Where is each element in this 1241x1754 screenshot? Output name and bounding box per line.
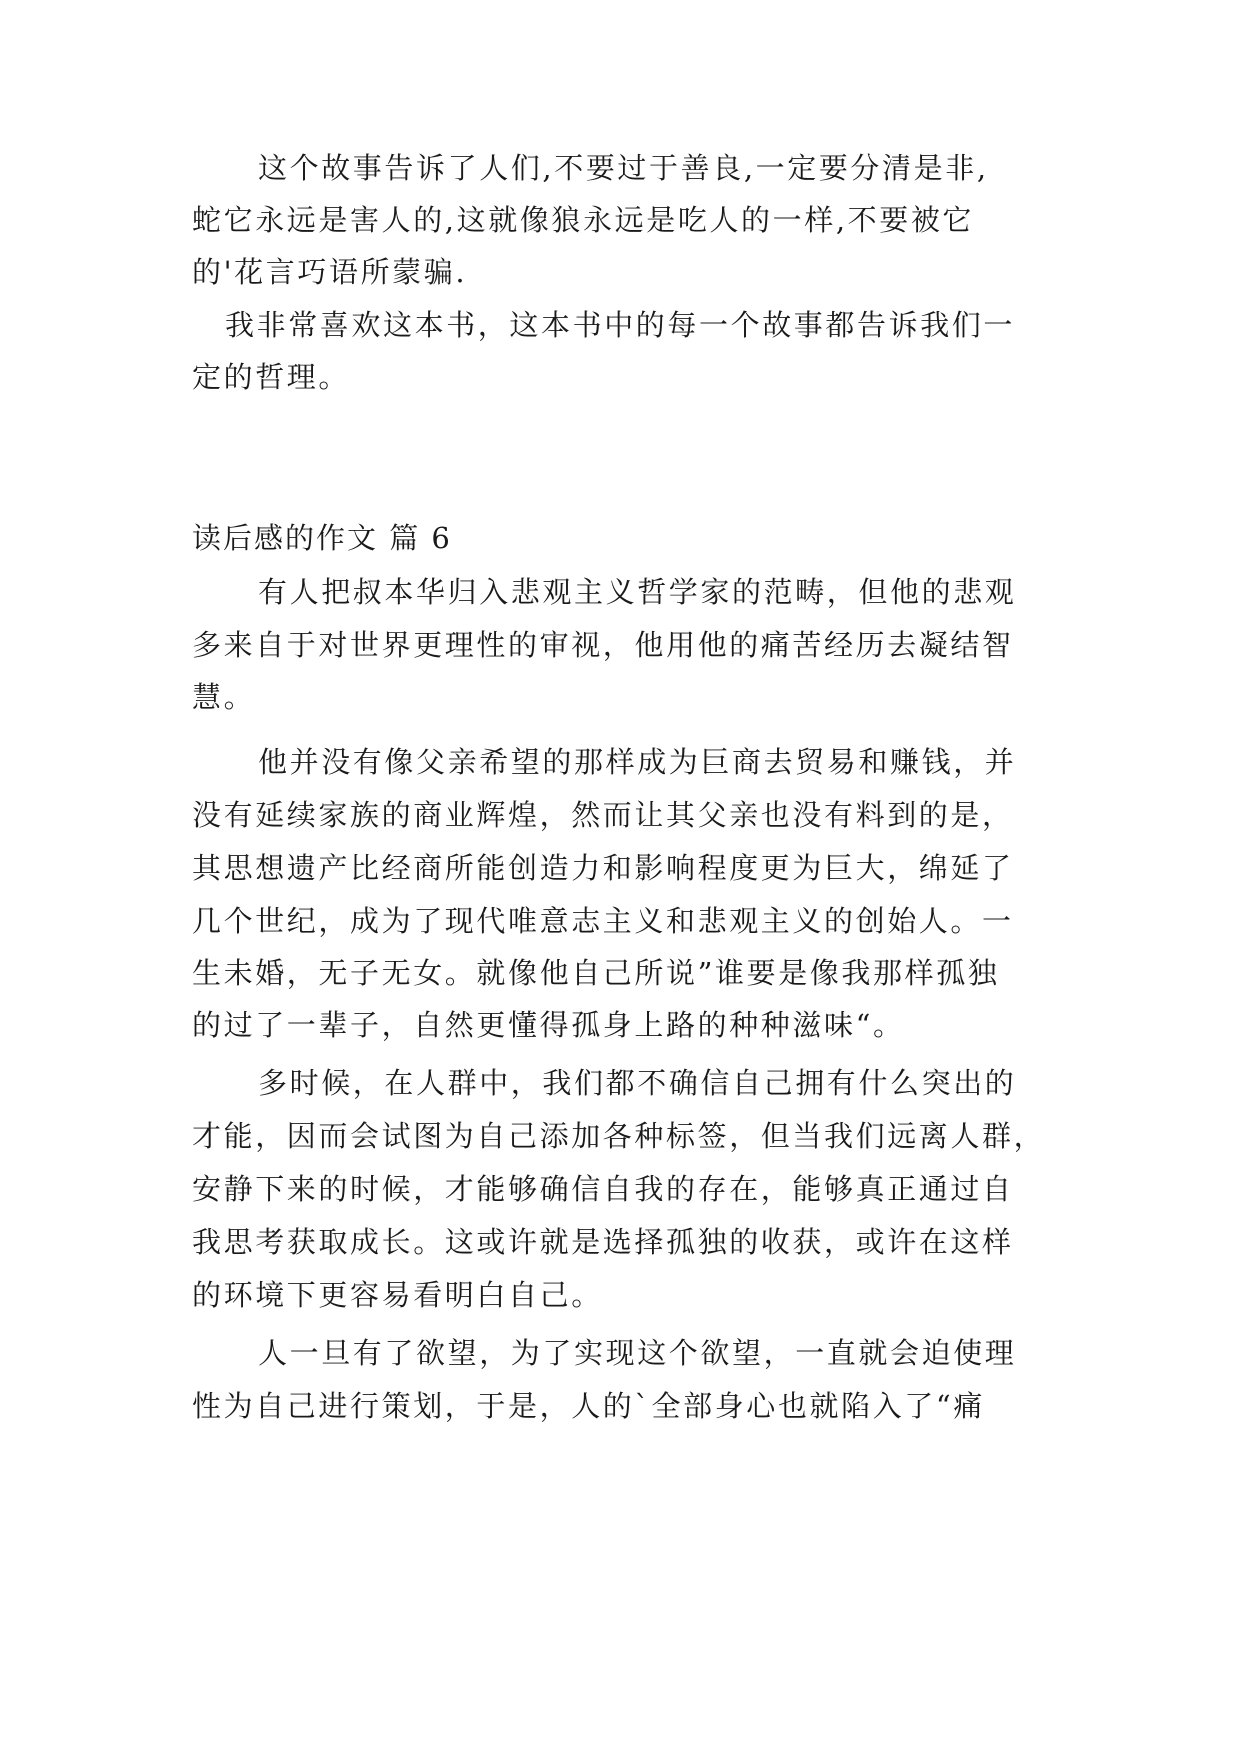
paragraph-line: 慧。	[192, 680, 256, 714]
paragraph-line: 安静下来的时候，才能够确信自我的存在，能够真正通过自	[192, 1172, 1014, 1206]
paragraph-line: 的环境下更容易看明白自己。	[192, 1278, 603, 1312]
paragraph-line: 才能，因而会试图为自己添加各种标签，但当我们远离人群，	[192, 1119, 1046, 1153]
paragraph-line: 人一旦有了欲望，为了实现这个欲望，一直就会迫使理	[258, 1336, 1017, 1370]
section-heading: 读后感的作文 篇 6	[192, 521, 452, 555]
paragraph-line: 我非常喜欢这本书，这本书中的每一个故事都告诉我们一	[225, 308, 1016, 342]
paragraph-line: 的'花言巧语所蒙骗.	[192, 255, 468, 289]
paragraph-line: 多来自于对世界更理性的审视，他用他的痛苦经历去凝结智	[192, 628, 1014, 662]
paragraph-line: 几个世纪，成为了现代唯意志主义和悲观主义的创始人。一	[192, 904, 1014, 938]
paragraph-line: 定的哲理。	[192, 360, 351, 394]
paragraph-line: 蛇它永远是害人的,这就像狼永远是吃人的一样,不要被它	[192, 203, 975, 237]
paragraph-line: 性为自己进行策划，于是，人的`全部身心也就陷入了“痛	[192, 1389, 985, 1423]
paragraph-line: 有人把叔本华归入悲观主义哲学家的范畴，但他的悲观	[258, 575, 1017, 609]
paragraph-line: 其思想遗产比经商所能创造力和影响程度更为巨大，绵延了	[192, 851, 1014, 885]
paragraph-line: 没有延续家族的商业辉煌，然而让其父亲也没有料到的是，	[192, 798, 1014, 832]
paragraph-line: 他并没有像父亲希望的那样成为巨商去贸易和赚钱，并	[258, 745, 1017, 779]
paragraph-line: 这个故事告诉了人们,不要过于善良,一定要分清是非,	[258, 151, 989, 185]
paragraph-line: 生未婚，无子无女。就像他自己所说”谁要是像我那样孤独	[192, 956, 1000, 990]
paragraph-line: 我思考获取成长。这或许就是选择孤独的收获，或许在这样	[192, 1225, 1014, 1259]
paragraph-line: 多时候，在人群中，我们都不确信自己拥有什么突出的	[258, 1066, 1017, 1100]
paragraph-line: 的过了一辈子，自然更懂得孤身上路的种种滋味“。	[192, 1008, 905, 1042]
